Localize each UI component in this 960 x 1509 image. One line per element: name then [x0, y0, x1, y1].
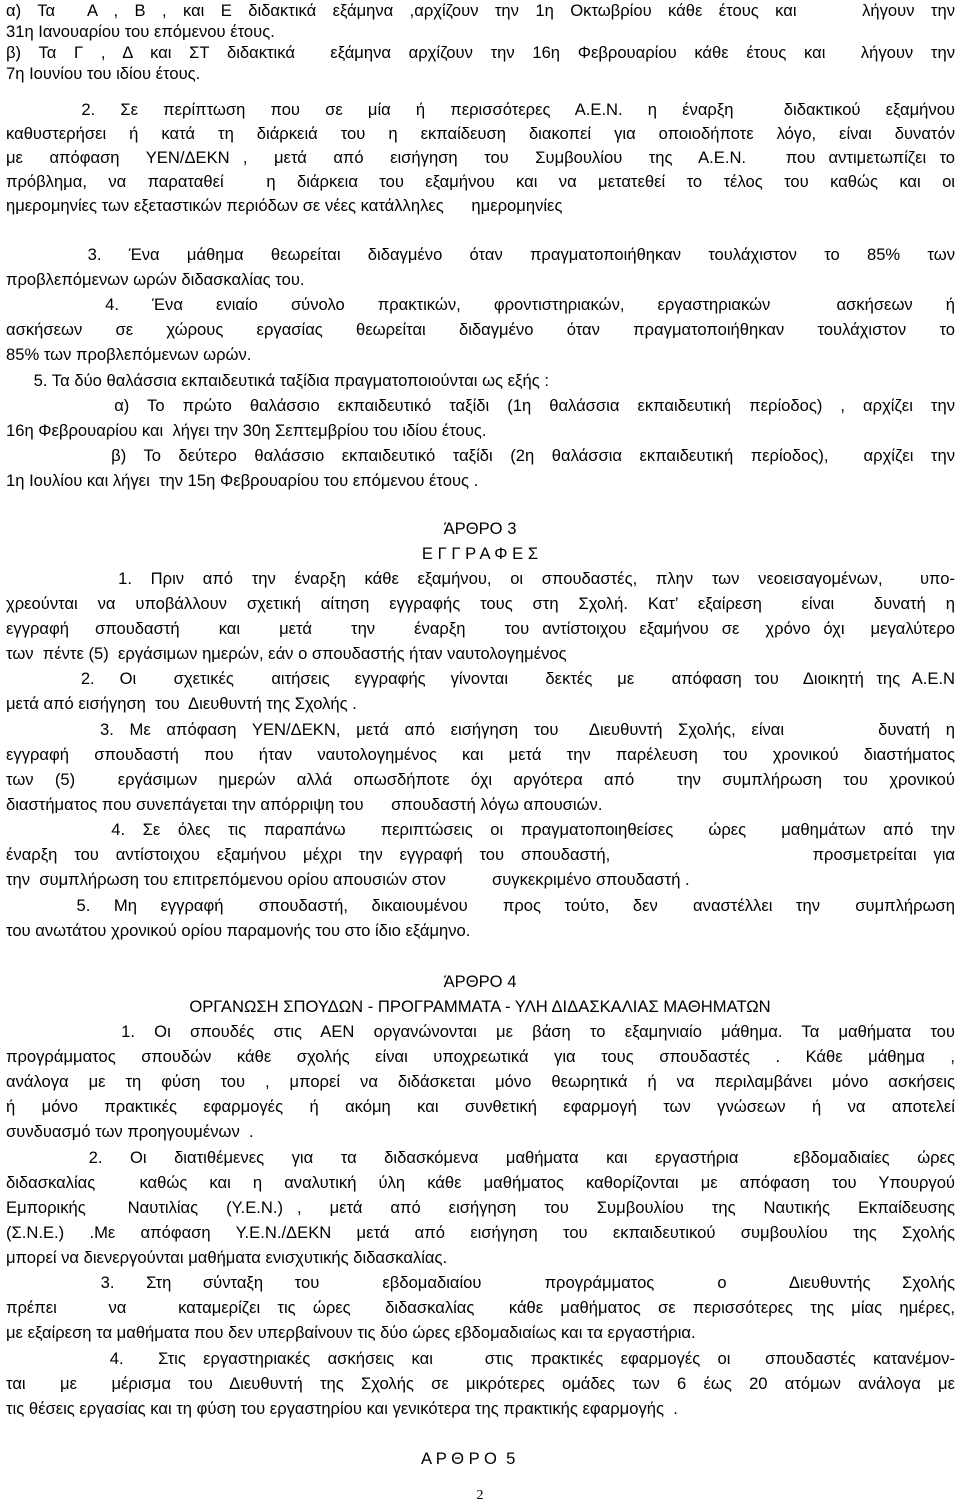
text-line: α) Το πρώτο θαλάσσιο εκπαιδευτικό ταξίδι (1η θαλάσσια εκπαιδευτική περίοδος) , αρχίζει την	[6, 396, 955, 415]
text-line: 85% των προβλεπόμενων ωρών.	[6, 345, 252, 364]
text-line: 1. Πριν από την έναρξη κάθε εξαμήνου, οι σπουδαστές, πλην των νεοεισαγομένων, υπο-	[6, 569, 955, 588]
text-line: μπορεί να διενεργούνται μαθήματα ενισχυτικής διδασκαλίας.	[6, 1248, 448, 1267]
text-line: συνδυασμό των προηγουμένων .	[6, 1122, 254, 1141]
text-line: β) Το δεύτερο θαλάσσιο εκπαιδευτικό ταξίδι (2η θαλάσσια εκπαιδευτική περίοδος), αρχίζει την	[6, 446, 955, 465]
text-line: την συμπλήρωση του επιτρεπόμενου ορίου απουσιών στον συγκεκριμένο σπουδαστή .	[6, 870, 690, 889]
text-line: α) Τα Α , Β , και Ε διδακτικά εξάμηνα ,αρχίζουν την 1η Οκτωβρίου κάθε έτους και λήγουν την	[6, 1, 955, 20]
text-line: πρέπει να καταμερίζει τις ώρες διδασκαλίας κάθε μαθήματος σε περισσότερες της μίας ημέρες,	[6, 1298, 955, 1317]
text-line: του ανωτάτου χρονικού ορίου παραμονής του στο ίδιο εξάμηνο.	[6, 921, 471, 940]
text-line: 3. Με απόφαση ΥΕΝ/ΔΕΚΝ, μετά από εισήγηση του Διευθυντή Σχολής, είναι δυνατή η	[6, 720, 955, 739]
article-3-title: ΆΡΘΡΟ 3	[443, 519, 517, 538]
text-line: προβλεπόμενων ωρών διδασκαλίας του.	[6, 270, 305, 289]
text-line: ται με μέρισμα του Διευθυντή της Σχολής σε μικρότερες ομάδες των 6 έως 20 ατόμων ανάλογα με	[6, 1374, 955, 1393]
text-line: ημερομηνίες των εξεταστικών περιόδων σε νέες κατάλληλες ημερομηνίες	[6, 196, 563, 215]
text-line: διδασκαλίας καθώς και η αναλυτική ύλη κάθε μαθήματος καθορίζονται με απόφαση του Υπουργού	[6, 1173, 955, 1192]
text-line: (Σ.Ν.Ε.) .Με απόφαση Υ.Ε.Ν./ΔΕΚΝ μετά από εισήγηση του εκπαιδευτικού συμβουλίου της Σχολής	[6, 1223, 955, 1242]
text-line: εγγραφή σπουδαστή και μετά την έναρξη του αντίστοιχου εξαμήνου σε χρόνο όχι μεγαλύτερο	[6, 619, 955, 638]
text-line: Εμπορικής Ναυτιλίας (Υ.Ε.Ν.) , μετά από εισήγηση του Συμβουλίου της Ναυτικής Εκπαίδευσης	[6, 1198, 955, 1217]
text-line: χρεούνται να υποβάλλουν σχετική αίτηση εγγραφής τους στη Σχολή. Κατ’ εξαίρεση είναι δυνατή η	[6, 594, 955, 613]
text-line: με εξαίρεση τα μαθήματα που δεν υπερβαίνουν τις δύο ώρες εβδομαδιαίως και τα εργαστήρια.	[6, 1323, 696, 1342]
text-line: διαστήματος που συνεπάγεται την απόρριψη του σπουδαστή λόγω απουσιών.	[6, 795, 603, 814]
text-line: 2. Οι διατιθέμενες για τα διδασκόμενα μαθήματα και εργαστήρια εβδομαδιαίες ώρες	[6, 1148, 955, 1167]
text-line: 4. Στις εργαστηριακές ασκήσεις και στις πρακτικές εφαρμογές οι σπουδαστές κατανέμον-	[6, 1349, 955, 1368]
text-line: 5. Τα δύο θαλάσσια εκπαιδευτικά ταξίδια πραγματοποιούνται ως εξής :	[6, 371, 549, 390]
text-line: μετά από εισήγηση του Διευθυντή της Σχολής .	[6, 694, 357, 713]
text-line: 2. Σε περίπτωση που σε μία ή περισσότερες Α.Ε.Ν. η έναρξη διδακτικού εξαμήνου	[6, 100, 955, 119]
article-3-subtitle: Ε Γ Γ Ρ Α Φ Ε Σ	[421, 544, 539, 563]
text-line: 1η Ιουλίου και λήγει την 15η Φεβρουαρίου του επόμενου έτους .	[6, 471, 479, 490]
text-line: ανάλογα με τη φύση του , μπορεί να διδάσκεται μόνο θεωρητικά ή να περιλαμβάνει μόνο ασκήσεις	[6, 1072, 955, 1091]
page-number: 2	[476, 1488, 484, 1503]
text-line: 7η Ιουνίου του ιδίου έτους.	[6, 64, 201, 83]
text-line: πρόβλημα, να παραταθεί η διάρκεια του εξαμήνου και να μετατεθεί το τέλος του καθώς και οι	[6, 172, 955, 191]
text-line: ή μόνο πρακτικές εφαρμογές ή ακόμη και συνθετική εφαρμογή των γνώσεων ή να αποτελεί	[6, 1097, 955, 1116]
text-line: 16η Φεβρουαρίου και λήγει την 30η Σεπτεμβρίου του ιδίου έτους.	[6, 421, 487, 440]
text-line: 3. Στη σύνταξη του εβδομαδιαίου προγράμματος ο Διευθυντής Σχολής	[6, 1273, 955, 1292]
text-line: έναρξη του αντίστοιχου εξαμήνου μέχρι την εγγραφή του σπουδαστή, προσμετρείται για	[6, 845, 955, 864]
text-line: 31η Ιανουαρίου του επόμενου έτους.	[6, 22, 275, 41]
text-line: εγγραφή σπουδαστή που ήταν ναυτολογημένος και μετά την παρέλευση του χρονικού διαστήματος	[6, 745, 955, 764]
text-line: προγράμματος σπουδών κάθε σχολής είναι υποχρεωτικά για τους σπουδαστές . Κάθε μάθημα ,	[6, 1047, 955, 1066]
text-line: των (5) εργάσιμων ημερών αλλά οπωσδήποτε όχι αργότερα από την συμπλήρωση του χρονικού	[6, 770, 955, 789]
text-line: ασκήσεων σε χώρους εργασίας θεωρείται διδαγμένο όταν πραγματοποιήθηκαν τουλάχιστον το	[6, 320, 955, 339]
text-line: 5. Μη εγγραφή σπουδαστή, δικαιουμένου προς τούτο, δεν αναστέλλει την συμπλήρωση	[6, 896, 955, 915]
text-line: τις θέσεις εργασίας και τη φύση του εργαστηρίου και γενικότερα της πρακτικής εφαρμογής .	[6, 1399, 678, 1418]
text-line: 1. Οι σπουδές στις ΑΕΝ οργανώνονται με βάση το εξαμηνιαίο μάθημα. Τα μαθήματα του	[6, 1022, 955, 1041]
text-line: καθυστερήσει ή κατά τη διάρκειά του η εκπαίδευση διακοπεί για οποιοδήποτε λόγο, είναι δυνατόν	[6, 124, 955, 143]
text-line: των πέντε (5) εργάσιμων ημερών, εάν ο σπουδαστής ήταν ναυτολογημένος	[6, 644, 567, 663]
text-line: 3. Ένα μάθημα θεωρείται διδαγμένο όταν πραγματοποιήθηκαν τουλάχιστον το 85% των	[6, 245, 955, 264]
text-line: με απόφαση ΥΕΝ/ΔΕΚΝ , μετά από εισήγηση του Συμβουλίου της Α.Ε.Ν. που αντιμετωπίζει το	[6, 148, 955, 167]
article-4-title: ΆΡΘΡΟ 4	[443, 972, 517, 991]
text-line: 4. Σε όλες τις παραπάνω περιπτώσεις οι πραγματοποιηθείσες ώρες μαθημάτων από την	[6, 820, 955, 839]
text-line: β) Τα Γ , Δ και ΣΤ διδακτικά εξάμηνα αρχίζουν την 16η Φεβρουαρίου κάθε έτους και λήγουν την	[6, 43, 955, 62]
article-4-subtitle: ΟΡΓΑΝΩΣΗ ΣΠΟΥΔΩΝ - ΠΡΟΓΡΑΜΜΑΤΑ - ΥΛΗ ΔΙΔΑΣΚΑΛΙΑΣ ΜΑΘΗΜΑΤΩΝ	[189, 997, 771, 1016]
text-line: 4. Ένα ενιαίο σύνολο πρακτικών, φροντιστηριακών, εργαστηριακών ασκήσεων ή	[6, 295, 955, 314]
article-5-title: Α Ρ Θ Ρ Ο 5	[421, 1449, 516, 1468]
text-line: 2. Οι σχετικές αιτήσεις εγγραφής γίνονται δεκτές με απόφαση του Διοικητή της Α.Ε.Ν	[6, 669, 955, 688]
